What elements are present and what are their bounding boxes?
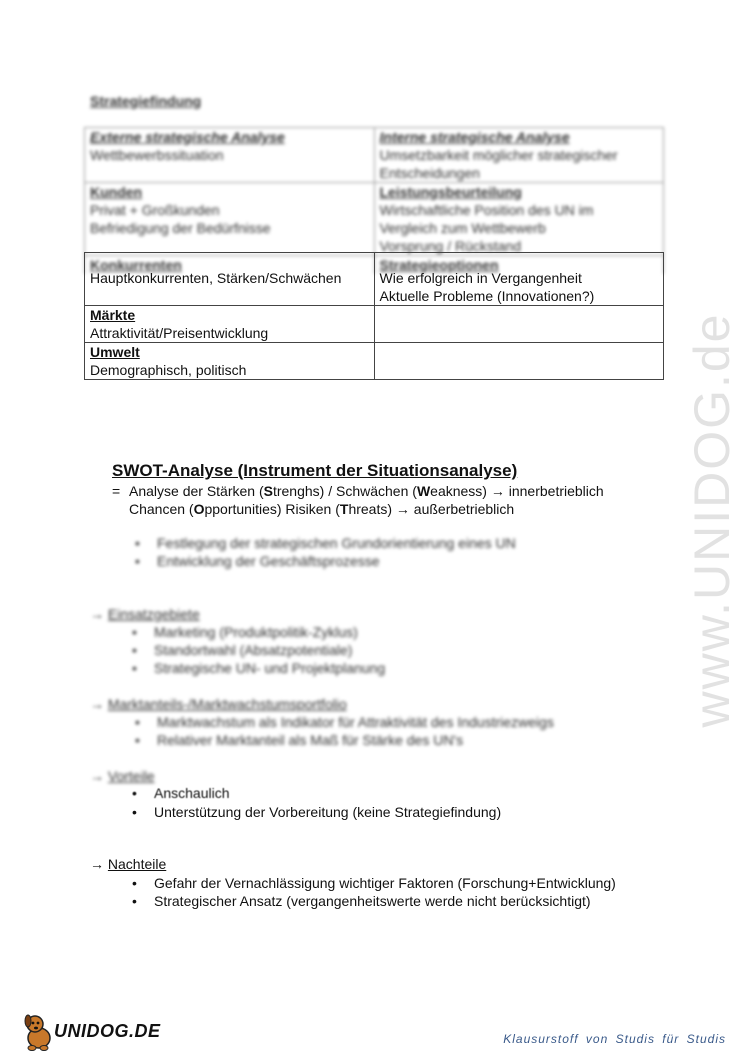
text-span: Analyse der Stärken ( bbox=[129, 483, 264, 499]
section-nachteile bbox=[90, 855, 166, 873]
cell-text: Hauptkonkurrenten, Stärken/Schwächen bbox=[90, 270, 342, 286]
table-cell bbox=[374, 253, 664, 306]
footer-slogan: Klausurstoff von Studis für Studis bbox=[503, 1032, 726, 1046]
arrow-icon: → bbox=[90, 856, 104, 872]
cell-text: Wettbewerbssituation bbox=[90, 147, 224, 163]
cell-heading: Märkte bbox=[90, 307, 136, 323]
swot-eq-sign: = bbox=[112, 483, 121, 499]
list-item: • Strategische UN- und Projektplanung bbox=[154, 659, 385, 677]
page-title: Strategiefindung bbox=[90, 93, 202, 109]
cell-text: Vergleich zum Wettbewerb bbox=[379, 220, 546, 236]
table-row bbox=[85, 128, 664, 183]
list-item: • Marketing (Produktpolitik-Zyklus) bbox=[154, 623, 358, 641]
list-item: • Unterstützung der Vorbereitung (keine Strategiefindung) bbox=[154, 803, 501, 821]
table-cell bbox=[374, 183, 664, 256]
watermark-text: www.UNIDOG.de bbox=[684, 312, 740, 728]
unidog-logo bbox=[22, 1012, 162, 1052]
cell-text: Umsetzbarkeit möglicher strategischer bbox=[379, 147, 618, 163]
table-cell bbox=[85, 343, 375, 380]
cell-heading: Konkurrenten bbox=[90, 257, 182, 273]
list-item: • Strategischer Ansatz (vergangenheitswerte werde nicht berücksichtigt) bbox=[154, 892, 591, 910]
analysis-table bbox=[84, 252, 664, 380]
cell-heading: Externe strategische Analyse bbox=[90, 129, 285, 145]
section-vorteile bbox=[90, 767, 155, 785]
cell-text: Attraktivität/Preisentwicklung bbox=[90, 325, 269, 341]
text-span: trenghs) / Schwächen ( bbox=[272, 483, 417, 499]
section-heading: Nachteile bbox=[107, 856, 167, 872]
text-span: T bbox=[339, 501, 349, 517]
section-heading: Vorteile bbox=[107, 768, 155, 784]
table-cell bbox=[85, 253, 375, 306]
cell-text: Befriedigung der Bedürfnisse bbox=[90, 220, 271, 236]
cell-heading: Interne strategische Analyse bbox=[379, 129, 570, 145]
swot-heading: SWOT-Analyse (Instrument der Situationsanalyse) bbox=[112, 461, 518, 480]
cell-heading: Leistungsbeurteilung bbox=[379, 184, 522, 200]
arrow-icon: → bbox=[90, 768, 104, 784]
cell-text: Entscheidungen bbox=[379, 165, 480, 181]
list-item: • Relativer Marktanteil als Maß für Stärke des UN's bbox=[157, 731, 463, 749]
swot-line-2 bbox=[129, 500, 514, 518]
cell-text: Wie erfolgreich in Vergangenheit bbox=[379, 270, 582, 286]
cell-text: Wirtschaftliche Position des UN im bbox=[379, 202, 594, 218]
text-span: Chancen ( bbox=[129, 501, 194, 517]
table-row bbox=[85, 253, 664, 306]
cell-heading: Kunden bbox=[90, 184, 143, 200]
table-cell bbox=[374, 128, 664, 183]
cell-heading: Umwelt bbox=[90, 344, 140, 360]
logo-text: UNIDOG.DE bbox=[54, 1021, 161, 1041]
list-item: • Marktwachstum als Indikator für Attraktivität des Industriezweigs bbox=[157, 713, 554, 731]
text-span: S bbox=[263, 483, 273, 499]
arrow-icon: → bbox=[90, 606, 104, 622]
list-item: • Standortwahl (Absatzpotentiale) bbox=[154, 641, 352, 659]
cell-text: Privat + Großkunden bbox=[90, 202, 220, 218]
table-cell bbox=[374, 306, 664, 343]
swot-line-1 bbox=[129, 482, 604, 500]
text-span: O bbox=[193, 501, 205, 517]
list-item: • Festlegung der strategischen Grundorientierung eines UN bbox=[157, 534, 516, 552]
table-cell bbox=[85, 183, 375, 256]
dog-icon bbox=[22, 1012, 56, 1052]
text-span: pportunities) Risiken ( bbox=[204, 501, 340, 517]
list-item: • Anschaulich bbox=[154, 784, 230, 802]
table-row bbox=[85, 306, 664, 343]
cell-heading: Strategieoptionen bbox=[379, 257, 499, 273]
cell-text: Vorsprung / Rückstand bbox=[379, 238, 522, 254]
table-row bbox=[85, 343, 664, 380]
table-cell bbox=[374, 343, 664, 380]
text-span: eakness) → innerbetrieblich bbox=[430, 483, 604, 499]
list-item: • Entwicklung der Geschäftsprozesse bbox=[157, 552, 380, 570]
section-marktportfolio bbox=[90, 695, 347, 713]
table-cell bbox=[85, 306, 375, 343]
cell-text: Aktuelle Probleme (Innovationen?) bbox=[379, 288, 595, 304]
table-row bbox=[85, 183, 664, 256]
section-heading: Marktanteils-/Marktwachstumsportfolio bbox=[107, 696, 347, 712]
cell-text: Demographisch, politisch bbox=[90, 362, 247, 378]
text-span: W bbox=[416, 483, 431, 499]
text-span: hreats) → außerbetrieblich bbox=[348, 501, 515, 517]
list-item: • Gefahr der Vernachlässigung wichtiger Faktoren (Forschung+Entwicklung) bbox=[154, 874, 616, 892]
arrow-icon: → bbox=[90, 696, 104, 712]
table-cell bbox=[85, 128, 375, 183]
section-einsatzgebiete bbox=[90, 605, 200, 623]
section-heading: Einsatzgebiete bbox=[107, 606, 200, 622]
